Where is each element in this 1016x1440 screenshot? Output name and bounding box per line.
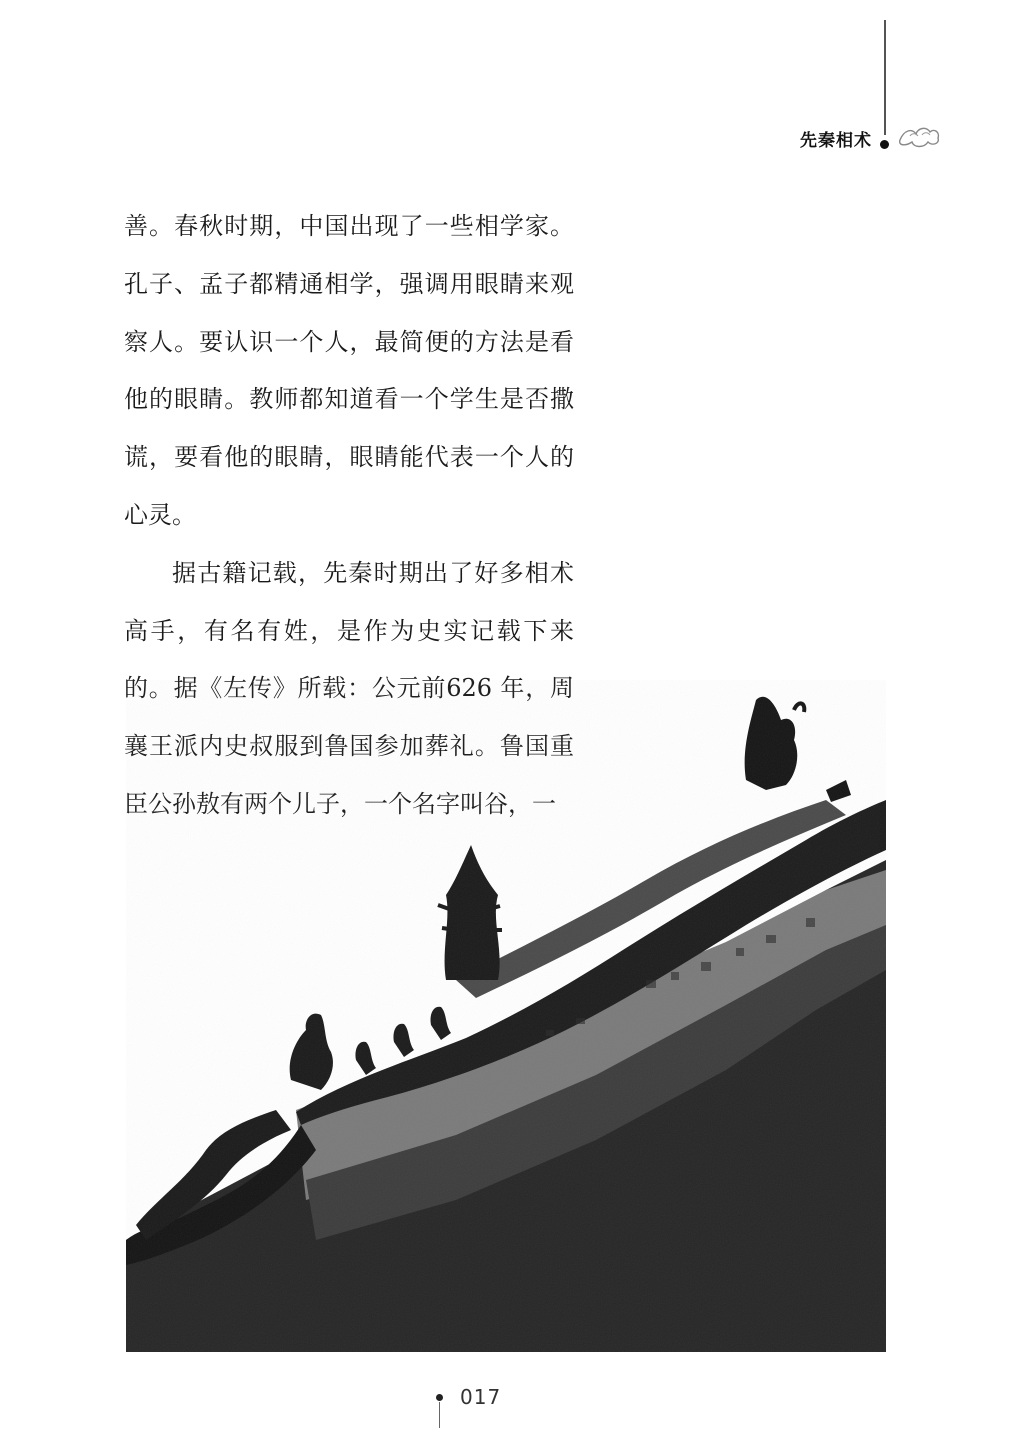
header-dot <box>880 140 889 149</box>
running-header-title: 先秦相术 <box>800 131 872 151</box>
page-number: 017 <box>460 1385 502 1409</box>
paragraph-1: 善。春秋时期，中国出现了一些相学家。孔子、孟子都精通相学，强调用眼睛来观察人。要认识一个人，最简便的方法是看他的眼睛。教师都知道看一个学生是否撒谎，要看他的眼睛，眼睛能代表一个人的心灵。 <box>124 212 574 529</box>
temple-roof-eave-icon <box>126 680 886 1352</box>
paragraph-2: 据古籍记载，先秦时期出了好多相术高手，有名有姓，是作为史实记载下来的。据《左传》所载：公元前626 年，周襄王派内史叔服到鲁国参加葬礼。鲁国重臣公孙敖有两个儿子，一个名字叫谷，一 <box>124 558 574 818</box>
cloud-ornament-icon <box>896 122 942 150</box>
footer-vertical-rule <box>439 1402 440 1428</box>
footer-dot <box>436 1394 443 1401</box>
header-vertical-rule <box>884 20 886 135</box>
